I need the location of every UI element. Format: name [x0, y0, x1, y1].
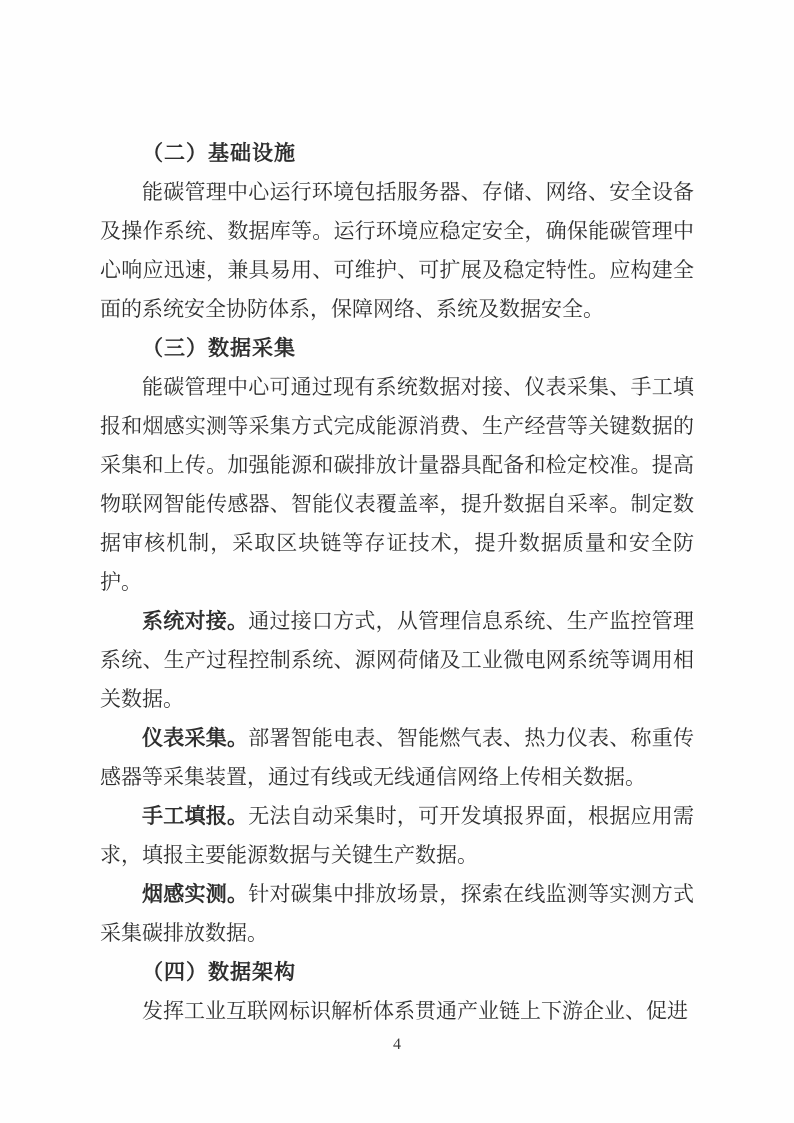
paragraph-lead: 烟感实测。	[142, 882, 249, 906]
paragraph	[100, 875, 694, 953]
paragraph	[100, 602, 694, 719]
section-heading-3: （三）数据采集	[142, 336, 296, 360]
paragraph-lead: 系统对接。	[142, 609, 249, 633]
paragraph-lead: 手工填报。	[142, 804, 249, 828]
paragraph-lead: 仪表采集。	[142, 726, 249, 750]
paragraph: 能碳管理中心运行环境包括服务器、存储、网络、安全设备及操作系统、数据库等。运行环境应稳定安全，确保能碳管理中心响应迅速，兼具易用、可维护、可扩展及稳定特性。应构建全面的系统安全协防体系，保障网络、系统及数据安全。	[100, 180, 694, 321]
paragraph-text: 针对碳集中排放场景，探索在线监测等实测方式采集碳排放数据。	[100, 882, 695, 945]
page-number: 4	[393, 1036, 401, 1053]
section-heading-4: （四）数据架构	[142, 960, 296, 984]
paragraph-text: 无法自动采集时，可开发填报界面，根据应用需求，填报主要能源数据与关键生产数据。	[100, 804, 695, 867]
document-body	[100, 134, 694, 1031]
paragraph-text: 通过接口方式，从管理信息系统、生产监控管理系统、生产过程控制系统、源网荷储及工业微电网系统等调用相关数据。	[100, 609, 695, 711]
paragraph: 发挥工业互联网标识解析体系贯通产业链上下游企业、促进	[142, 999, 688, 1023]
section-heading-2: （二）基础设施	[142, 141, 296, 165]
paragraph-text: 部署智能电表、智能燃气表、热力仪表、称重传感器等采集装置，通过有线或无线通信网络上传相关数据。	[100, 726, 695, 789]
paragraph	[100, 797, 694, 875]
paragraph	[100, 719, 694, 797]
paragraph: 能碳管理中心可通过现有系统数据对接、仪表采集、手工填报和烟感实测等采集方式完成能源消费、生产经营等关键数据的采集和上传。加强能源和碳排放计量器具配备和检定校准。提高物联网智能传感器、智能仪表覆盖率，提升数据自采率。制定数据审核机制，采取区块链等存证技术，提升数据质量和安全防护。	[100, 375, 694, 594]
